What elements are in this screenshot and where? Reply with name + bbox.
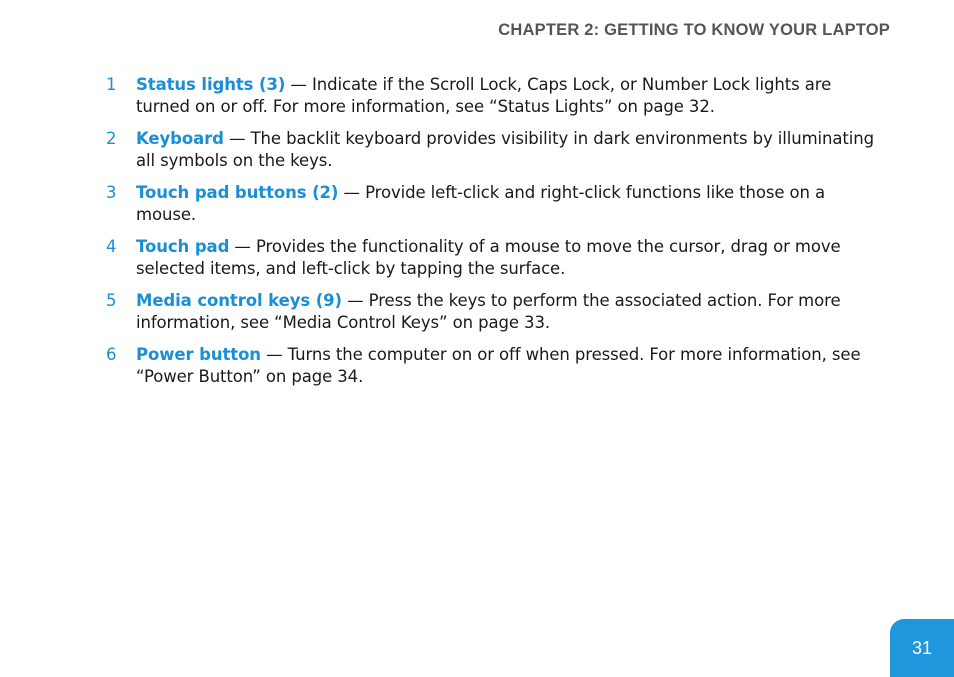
list-item [106, 236, 886, 280]
component-list [106, 74, 886, 398]
item-number: 1 [106, 75, 117, 94]
item-description: — Press the keys to perform the associated action. For more information, see “Media Control Keys” on page 33. [136, 291, 841, 332]
item-term: Touch pad [136, 237, 230, 256]
item-description: — The backlit keyboard provides visibility in dark environments by illuminating all symbols on the keys. [136, 129, 874, 170]
list-item [106, 128, 886, 172]
page-number-tab [890, 619, 954, 677]
item-term: Power button [136, 345, 261, 364]
item-description: — Indicate if the Scroll Lock, Caps Lock, or Number Lock lights are turned on or off. For more information, see “Status Lights” on page 32. [136, 75, 832, 116]
item-term: Status lights (3) [136, 75, 286, 94]
item-description: — Provide left-click and right-click functions like those on a mouse. [136, 183, 826, 224]
item-number: 6 [106, 345, 117, 364]
item-number: 3 [106, 183, 117, 202]
item-number: 4 [106, 237, 117, 256]
chapter-header: CHAPTER 2: GETTING TO KNOW YOUR LAPTOP [498, 21, 890, 39]
item-description: — Provides the functionality of a mouse to move the cursor, drag or move selected items, and left-click by tapping the surface. [136, 237, 841, 278]
item-number: 2 [106, 129, 117, 148]
list-item [106, 74, 886, 118]
item-number: 5 [106, 291, 117, 310]
item-term: Keyboard [136, 129, 224, 148]
page-number: 31 [911, 637, 933, 658]
list-item [106, 290, 886, 334]
item-term: Touch pad buttons (2) [136, 183, 339, 202]
item-term: Media control keys (9) [136, 291, 342, 310]
list-item [106, 344, 886, 388]
list-item [106, 182, 886, 226]
item-description: — Turns the computer on or off when pressed. For more information, see “Power Button” on page 34. [136, 345, 861, 386]
